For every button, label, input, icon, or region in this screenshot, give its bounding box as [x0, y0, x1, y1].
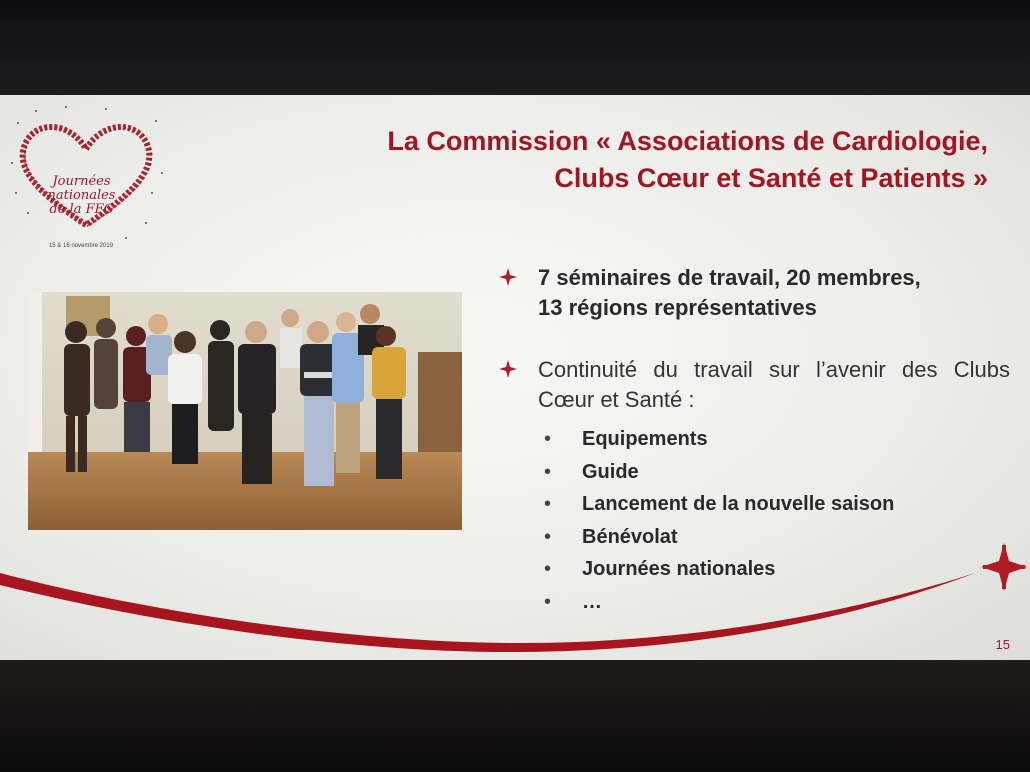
title-line-1: La Commission « Associations de Cardiologie, — [387, 126, 988, 156]
list-item-label: Bénévolat — [582, 525, 678, 548]
bullet-dot-icon: • — [544, 525, 552, 548]
logo-line-2: nationales — [47, 188, 116, 203]
decorative-swoosh — [0, 95, 1030, 660]
list-item-label: Guide — [582, 460, 639, 483]
presentation-slide — [0, 95, 1030, 660]
list-item-label: … — [582, 590, 602, 613]
list-item-label: Lancement de la nouvelle saison — [582, 493, 895, 515]
projector-dark-top — [0, 0, 1030, 95]
bullet-dot-icon: • — [544, 428, 552, 450]
bullet-dot-icon: • — [544, 590, 552, 613]
list-item-label: Journées nationales — [582, 558, 776, 580]
logo-line-3: de la FFC — [49, 202, 114, 217]
logo-date: 15 & 16 novembre 2019 — [48, 243, 114, 249]
bullet-seminars-line-1: 7 séminaires de travail, 20 membres, — [538, 265, 921, 290]
projector-dark-bottom — [0, 660, 1030, 772]
bullet-dot-icon: • — [544, 493, 552, 515]
bullet-continuity-text: Continuité du travail sur l’avenir des Clubs Cœur et Santé : — [538, 357, 1010, 412]
logo-line-1: Journées — [52, 174, 111, 189]
title-line-2: Clubs Cœur et Santé et Patients » — [554, 163, 988, 193]
red-cross-logo-icon — [981, 543, 1027, 591]
page-number: 15 — [995, 637, 1010, 652]
list-item-label: Equipements — [582, 428, 708, 450]
bullet-dot-icon: • — [544, 558, 552, 580]
bullet-dot-icon: • — [544, 460, 552, 483]
bullet-seminars-line-2: 13 régions représentatives — [538, 295, 817, 320]
